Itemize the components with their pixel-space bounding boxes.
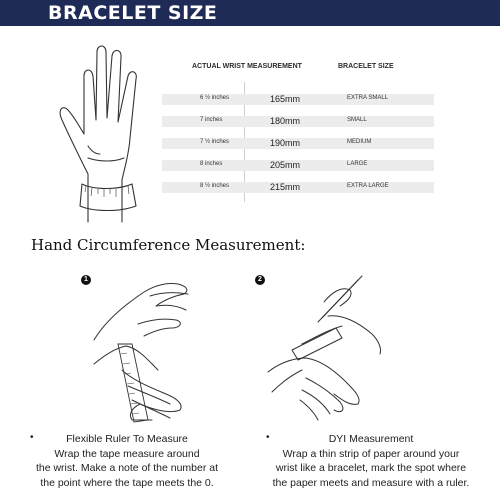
step2-line: Wrap a thin strip of paper around your (282, 447, 460, 460)
step2-instructions (255, 432, 487, 490)
table-row (162, 94, 434, 105)
step2-heading: DYI Measurement (328, 433, 414, 445)
step1-line: Wrap the tape measure around (54, 447, 200, 460)
cell-size: EXTRA LARGE (347, 183, 389, 189)
table-row (162, 138, 434, 149)
cell-size: SMALL (347, 117, 367, 123)
table-row (162, 160, 434, 171)
cell-inches: 8 ½ inches (200, 183, 230, 189)
step1-line: the wrist. Make a note of the number at (35, 462, 219, 474)
step1-instructions (20, 432, 234, 490)
cell-inches: 7 inches (200, 117, 223, 123)
paper-strip-wrist-icon (262, 272, 382, 422)
cell-inches: 8 inches (200, 161, 223, 167)
step2-line: wrist like a bracelet, mark the spot where (275, 462, 467, 474)
cell-inches: 7 ½ inches (200, 139, 230, 145)
step2-line: the paper meets and measure with a ruler. (272, 476, 470, 489)
cell-mm: 215mm (270, 182, 301, 192)
cell-mm: 190mm (270, 138, 301, 148)
cell-mm: 165mm (270, 94, 301, 104)
cell-mm: 205mm (270, 160, 301, 170)
cell-inches: 6 ½ inches (200, 95, 230, 101)
tape-measure-wrist-icon (92, 274, 202, 424)
step1-line: the point where the tape meets the 0. (40, 476, 214, 489)
step-number-1: 1 (81, 275, 91, 285)
step2-bullet: • (266, 432, 270, 443)
step1-heading: Flexible Ruler To Measure (66, 433, 188, 445)
table-row (162, 182, 434, 193)
cell-size: EXTRA SMALL (347, 95, 389, 101)
cell-mm: 180mm (270, 116, 301, 126)
header-wrist-measurement: ACTUAL WRIST MEASUREMENT (192, 63, 302, 70)
step1-bullet: • (30, 432, 34, 443)
cell-size: MEDIUM (347, 139, 372, 145)
header-bracelet-size: BRACELET SIZE (338, 63, 394, 70)
section-title: Hand Circumference Measurement: (31, 236, 306, 254)
table-row (162, 116, 434, 127)
step-number-2: 2 (255, 275, 265, 285)
title-banner (0, 0, 500, 26)
hand-with-tape-icon (52, 34, 162, 224)
page-title: BRACELET SIZE (48, 2, 218, 24)
cell-size: LARGE (347, 161, 368, 167)
